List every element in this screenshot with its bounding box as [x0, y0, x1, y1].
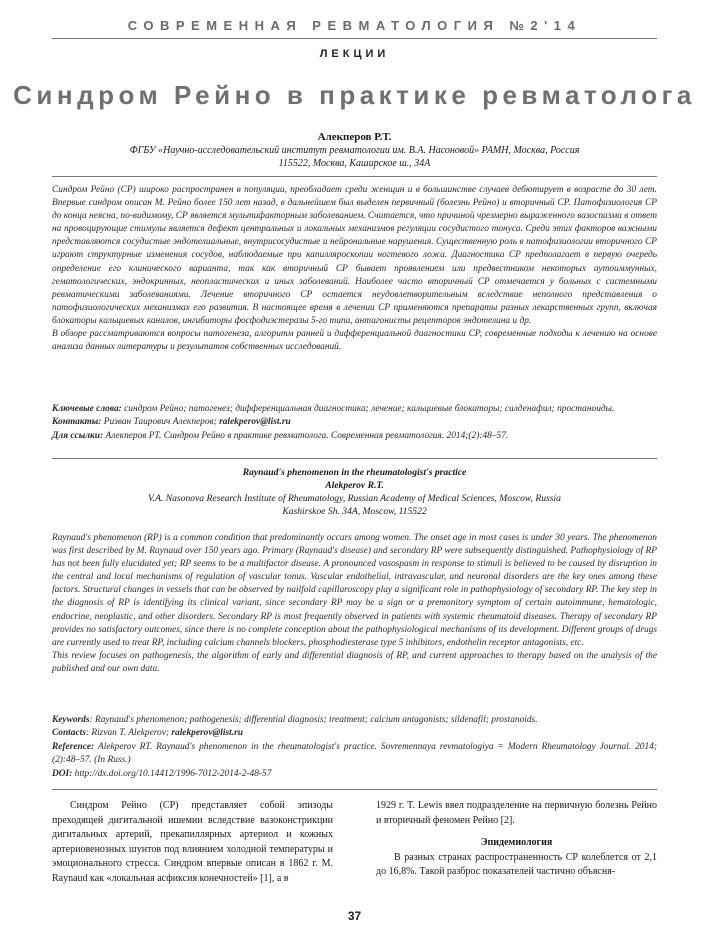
ru-abstract-paragraph-1: Синдром Рейно (СР) широко распространен в популяции, преобладает среди женщин и в большинстве случаев дебютирует в возрасте до 30 лет. Впервые синдром описан М. Рейно более 150 лет назад, в дальнейшем был выделен первичный (болезнь Рейно) и вторичный СР. Патофизиология СР до конца неясна, по-видимому, СР является мультифакторным заболеванием. Считается, что причиной чрезмерно выраженного вазоспазма в ответ на провоцирующие стимулы является дефект центральных и локальных механизмов регуляции сосудистого тонуса. Среди этих факторов важными представляются сосудистые эндотелиальные, внутрисосудистые и нейрональные нарушения. Существенную роль в патофизиологии вторичного СР играют структурные изменения сосудов, наблюдаемые при капилляроскопии ногтевого ложа. Диагностика СР предполагает в первую очередь определение его клинического варианта, так как вторичный СР бывает проявлением или предвестником некоторых аутоиммунных, гематологических, эндокринных, неопластических и иных заболеваний. Наиболее часто вторичный СР отмечается у больных с системными ревматическими заболеваниями. Лечение вторичного СР остается неудовлетворительным вследствие неполного представления о патофизиологических механизмах его развития. В настоящее время в лечении СР применяются препараты разных лекарственных групп, включая блокаторы кальциевых каналов, ингибиторы фосфодиэстеразы 5-го типа, антагонисты рецепторов эндотелина и др.	[52, 185, 657, 326]
ru-citation-label: Для ссылки:	[52, 430, 104, 441]
en-title: Raynaud's phenomenon in the rheumatologist's practice	[242, 467, 467, 478]
ru-meta	[52, 403, 657, 443]
en-contacts-email[interactable]: ralekperov@list.ru	[171, 728, 243, 739]
en-affiliation-line-1: V.A. Nasonova Research Institute of Rheumatology, Russian Academy of Medical Sciences, Moscow, Russia	[148, 493, 561, 504]
en-abstract	[52, 532, 657, 676]
ru-author-block	[60, 131, 649, 170]
en-title-block	[60, 466, 649, 518]
page-number: 37	[347, 909, 362, 923]
en-author: Alekperov R.T.	[325, 480, 384, 491]
ru-contacts-name: Ризван Таирович Алекперов;	[103, 417, 217, 428]
ru-author: Алекперов Р.Т.	[317, 131, 392, 143]
ru-contacts-label: Контакты:	[52, 417, 102, 428]
ru-contacts-email[interactable]: ralekperov@list.ru	[219, 417, 291, 428]
ru-abstract	[52, 184, 657, 354]
journal-header: СОВРЕМЕННАЯ РЕВМАТОЛОГИЯ №2'14	[127, 18, 582, 33]
body-right-paragraph-1: 1929 г. T. Lewis ввел подразделение на первичную болезнь Рейно и вторичный феномен Рейно [2].	[376, 800, 657, 826]
ru-affiliation-line-2: 115522, Москва, Каширское ш., 34А	[278, 158, 431, 169]
en-abstract-paragraph-1: Raynaud's phenomenon (RP) is a common condition that predominantly occurs among women. The onset age in most cases is under 30 years. The phenomenon was first described by M. Raynaud over 150 years ago. Primary (Raynaud's disease) and secondary RP were subsequently distinguished. Pathophysiology of RP has not been fully elucidated yet; RP seems to be a multifactor disease. A pronounced vasospasm in response to stimuli is believed to be caused by disruption in the central and local mechanisms of regulation of vascular tonus. Vascular endothelial, intravascular, and neuronal disorders are the key ones among these factors. Structural changes in vessels that can be observed by nailfold capillaroscopy play a significant role in pathophysiology of secondary RP. The key step in the diagnosis of RP is identifying its clinical variant, since secondary RP may be a sign or a premonitory symptom of certain autoimmune, hematologic, endocrine, neoplastic, and other disorders. Secondary RP is most frequently observed in patients with systemic rheumatoid diseases. Therapy of secondary RP provides no satisfactory outcomes, since there is no complete conception about the pathophysiological mechanisms of its development. Different groups of drugs are currently used to treat RP, including calcium channels blockers, phosphodiesterase type 5 inhibitors, endothelin receptor antagonists, etc.	[52, 533, 657, 648]
body-column-left	[52, 799, 333, 887]
section-label: ЛЕКЦИИ	[319, 48, 390, 60]
en-contacts-name: : Rizvan T. Alekperov;	[85, 728, 170, 739]
en-meta	[52, 714, 657, 781]
ru-keywords: синдром Рейно; патогенез; дифференциальная диагностика; лечение; кальциевые блокаторы; силденафил; простаноиды.	[124, 404, 615, 414]
ru-abstract-rule	[52, 176, 657, 177]
en-abstract-paragraph-2: This review focuses on pathogenesis, the algorithm of early and differential diagnosis of RP, and current approaches to therapy based on the analysis of the published and our own data.	[52, 650, 657, 674]
en-reference: Alekperov RT. Raynaud's phenomenon in the rheumatologist's practice. Sovremennaya revmatologiya = Modern Rheumatology Journal. 2014;(2):48–57. (In Russ.)	[52, 741, 657, 766]
en-keywords-label: Keywords	[52, 715, 90, 725]
ru-citation: Алекперов РТ. Синдром Рейно в практике ревматолога. Современная ревматология. 2014;(2):48–57.	[105, 430, 509, 441]
en-keywords: : Raynaud's phenomenon; pathogenesis; differential diagnosis; treatment; calcium antagonists; sildenafil; prostanoids.	[89, 715, 538, 725]
header-rule	[52, 38, 657, 39]
body-rule	[52, 789, 657, 790]
en-reference-label: Reference:	[52, 741, 95, 752]
en-doi-label: DOI:	[52, 768, 73, 779]
body-right-paragraph-2: В разных странах распространенность СР колеблется от 2,1 до 16,8%. Такой разброс показателей частично объясня-	[376, 851, 657, 878]
en-doi-link[interactable]: http://dx.doi.org/10.14412/1996-7012-2014-2-48-57	[74, 768, 272, 779]
body-column-right	[376, 799, 657, 880]
en-contacts-label: Contacts	[52, 728, 86, 739]
en-section-rule	[52, 458, 657, 459]
ru-keywords-label: Ключевые слова:	[52, 404, 122, 414]
ru-affiliation-line-1: ФГБУ «Научно-исследовательский институт ревматологии им. В.А. Насоновой» РАМН, Москва, Россия	[129, 145, 580, 156]
section-heading-epidemiology: Эпидемиология	[480, 837, 553, 849]
ru-abstract-paragraph-2: В обзоре рассматриваются вопросы патогенеза, алгоритм ранней и дифференциальной диагностики СР, современные подходы к лечению на основе анализа данных литературы и результатов собственных исследований.	[52, 329, 657, 353]
en-affiliation-line-2: Kashirskoe Sh. 34A, Moscow, 115522	[282, 506, 427, 517]
body-left-paragraph: Синдром Рейно (СР) представляет собой эпизоды преходящей дигитальной ишемии вследствие вазоконстрикции дигитальных артерий, прекапиллярных артериол и кожных артериовенозных шунтов под влиянием холодной температуры и эмоционального стресса. Синдром впервые описан в 1862 г. M. Raynaud как «локальная асфиксия конечностей» [1], а в	[52, 800, 333, 884]
article-title: Синдром Рейно в практике ревматолога	[13, 80, 696, 110]
